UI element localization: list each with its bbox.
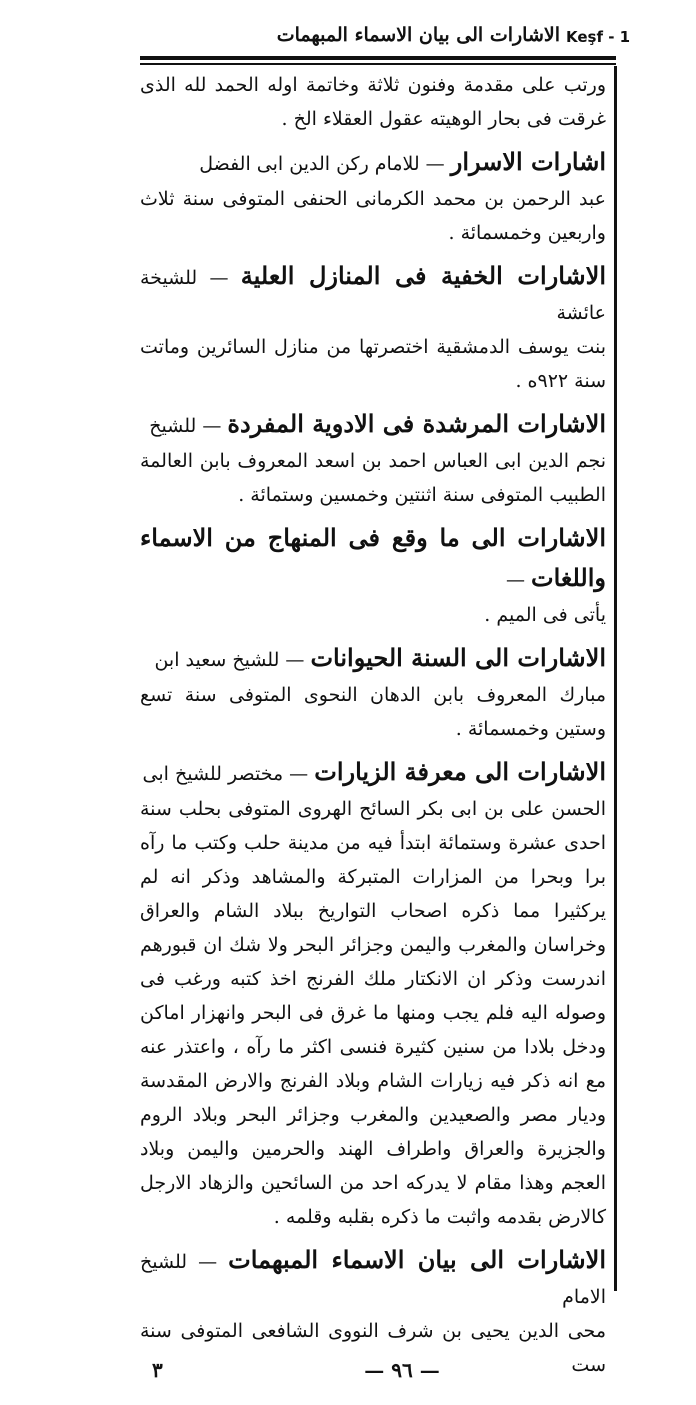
entry-text: يأتى فى الميم . bbox=[484, 604, 606, 626]
signature-mark: ٣ bbox=[152, 1358, 163, 1382]
entry-title: الاشارات المرشدة فى الادوية المفردة bbox=[227, 409, 606, 438]
entry-author-lead: — مختصر للشيخ ابى bbox=[142, 763, 309, 785]
page-body bbox=[140, 68, 606, 1386]
entry-2 bbox=[140, 256, 606, 398]
running-label: Keşf - 1 bbox=[566, 28, 631, 46]
entry-text: نجم الدين ابى العباس احمد بن اسعد المعروف بابن العالمة الطبيب المتوفى سنة اثنتين وخمسين وستمائة . bbox=[140, 450, 606, 506]
header-rule-thick bbox=[140, 56, 616, 60]
entry-title: الاشارات الى معرفة الزيارات bbox=[314, 757, 606, 786]
entry-title: اشارات الاسرار bbox=[450, 147, 606, 176]
header-rule-thin bbox=[140, 63, 616, 65]
entry-6 bbox=[140, 752, 606, 1234]
entry-3 bbox=[140, 404, 606, 512]
entry-author-lead: — للشيخ الامام bbox=[140, 1251, 606, 1308]
entry-5 bbox=[140, 638, 606, 746]
margin-rule bbox=[614, 66, 617, 1291]
entry-author-lead: — bbox=[505, 569, 525, 591]
entry-title: الاشارات الى ما وقع فى المنهاج من الاسماء واللغات bbox=[140, 523, 606, 592]
page-footer bbox=[140, 1358, 616, 1398]
entry-text: الحسن على بن ابى بكر السائح الهروى المتوفى بحلب سنة احدى عشرة وستمائة ابتدأ فيه من مدينة حلب وكتب ما رآه برا وبحرا من المزارات المتبركة والمشاهد وذكر انه لم يركثيرا مما ذكره اصحاب التواريخ ببلاد الشام والعراق وخراسان والمغرب واليمن وجزائر البحر ولا شك ان قبورهم اندرست وذكر ان الانكتار ملك الفرنج اخذ كتبه ورغب فى وصوله اليه فلم يجب ومنها ما غرق فى البحر وانهزار اماكن ودخل بلادا من سنين كثيرة فنسى اكثر ما رآه ، واعتذر عنه مع انه ذكر فيه زيارات الشام وبلاد الفرنج والارض المقدسة وديار مصر والصعيدين والمغرب وجزائر البحر وبلاد الروم والجزيرة والعراق واطراف الهند والحرمين واليمن وبلاد العجم وهذا مقام لا يدركه احد من السائحين والزهاد الارجل كالارض بقدمه واثبت ما ذكره بقلبه وقلمه . bbox=[140, 798, 606, 1228]
entry-author-lead: — للشيخ سعيد ابن bbox=[154, 649, 305, 671]
entry-text: مبارك المعروف بابن الدهان النحوى المتوفى سنة تسع وستين وخمسمائة . bbox=[140, 684, 606, 740]
page-number: — ٩٦ — bbox=[364, 1358, 440, 1382]
entry-1 bbox=[140, 142, 606, 250]
entry-title: الاشارات الى السنة الحيوانات bbox=[310, 643, 606, 672]
entry-text: بنت يوسف الدمشقية اختصرتها من منازل السائرين وماتت سنة ٩٢٢ه . bbox=[140, 336, 606, 392]
entry-title: الاشارات الخفية فى المنازل العلية bbox=[240, 261, 606, 290]
entry-author-lead: — للشيخة عائشة bbox=[140, 267, 606, 324]
entry-author-lead: — للامام ركن الدين ابى الفضل bbox=[199, 153, 445, 175]
entry-author-lead: — للشيخ bbox=[149, 415, 222, 437]
entry-title: الاشارات الى بيان الاسماء المبهمات bbox=[228, 1245, 606, 1274]
page-header-title: الاشارات الى بيان الاسماء المبهمات bbox=[276, 24, 560, 46]
intro-paragraph: ورتب على مقدمة وفنون ثلاثة وخاتمة اوله الحمد لله الذى غرقت فى بحار الوهيته عقول العقلاء الخ . bbox=[140, 74, 606, 130]
entry-text: محى الدين يحيى بن شرف النووى الشافعى المتوفى سنة ست bbox=[140, 1320, 606, 1376]
entry-text: عبد الرحمن بن محمد الكرمانى الحنفى المتوفى سنة ثلاث واربعين وخمسمائة . bbox=[140, 188, 606, 244]
entry-4 bbox=[140, 518, 606, 632]
